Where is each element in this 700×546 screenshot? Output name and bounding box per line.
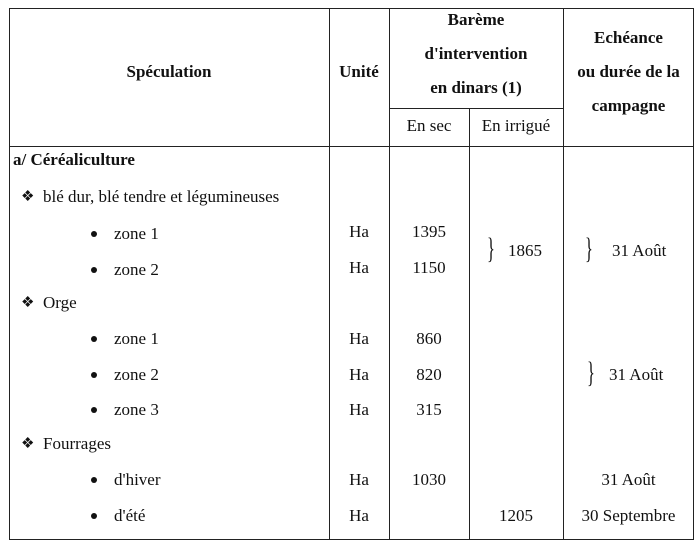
group-echeance: 31 Août — [612, 241, 667, 260]
table-border-bottom — [9, 539, 694, 540]
bullet-icon — [91, 513, 97, 519]
row-name: zone 2 — [114, 365, 159, 384]
header-echeance-2: ou durée de la — [577, 62, 680, 81]
header-speculation: Spéculation — [126, 62, 212, 81]
header-unite: Unité — [339, 62, 379, 81]
header-en-irrigue: En irrigué — [481, 116, 551, 135]
group-label: blé dur, blé tendre et légumineuses — [43, 187, 280, 206]
row-sec: 1395 — [412, 222, 446, 241]
diamond-bullet-icon: ❖ — [21, 189, 35, 205]
header-en-sec: En sec — [406, 116, 452, 135]
table-border-top — [9, 8, 694, 9]
header-bottom-line — [9, 146, 694, 147]
row-echeance: 31 Août — [601, 470, 656, 489]
brace-icon: } — [587, 356, 595, 389]
col-line-echeance — [563, 8, 564, 540]
row-name: zone 1 — [114, 224, 159, 243]
row-sec: 315 — [416, 400, 442, 419]
section-title: a/ Céréaliculture — [13, 150, 135, 169]
brace-icon: } — [487, 232, 495, 265]
diamond-bullet-icon: ❖ — [21, 295, 35, 311]
header-echeance-1: Echéance — [594, 28, 663, 47]
row-sec: 860 — [416, 329, 442, 348]
brace-icon: } — [585, 232, 593, 265]
row-sec: 1030 — [412, 470, 446, 489]
bareme-subheader-line — [389, 108, 563, 109]
row-name: zone 2 — [114, 260, 159, 279]
row-unit: Ha — [349, 506, 369, 525]
header-bareme-2: d'intervention — [424, 44, 528, 63]
header-echeance-3: campagne — [591, 96, 666, 115]
bullet-icon — [91, 407, 97, 413]
diamond-bullet-icon: ❖ — [21, 436, 35, 452]
bullet-icon — [91, 477, 97, 483]
row-echeance: 30 Septembre — [581, 506, 676, 525]
bullet-icon — [91, 267, 97, 273]
row-unit: Ha — [349, 329, 369, 348]
group-irrigue: 1865 — [508, 241, 542, 260]
bullet-icon — [91, 372, 97, 378]
row-unit: Ha — [349, 258, 369, 277]
header-bareme-3: en dinars (1) — [430, 78, 522, 97]
row-unit: Ha — [349, 365, 369, 384]
row-sec: 820 — [416, 365, 442, 384]
row-unit: Ha — [349, 470, 369, 489]
col-line-irrigue — [469, 108, 470, 540]
bullet-icon — [91, 336, 97, 342]
header-bareme-1: Barème — [447, 10, 505, 29]
row-unit: Ha — [349, 222, 369, 241]
row-name: d'été — [114, 506, 146, 525]
row-sec: 1150 — [412, 258, 446, 277]
group-label: Fourrages — [43, 434, 111, 453]
table-border-left — [9, 8, 10, 540]
table-border-right — [693, 8, 694, 540]
bullet-icon — [91, 231, 97, 237]
row-name: zone 3 — [114, 400, 159, 419]
row-name: d'hiver — [114, 470, 161, 489]
row-irrigue: 1205 — [499, 506, 533, 525]
row-name: zone 1 — [114, 329, 159, 348]
group-echeance: 31 Août — [609, 365, 664, 384]
intervention-table — [9, 8, 694, 540]
row-unit: Ha — [349, 400, 369, 419]
group-label: Orge — [43, 293, 77, 312]
